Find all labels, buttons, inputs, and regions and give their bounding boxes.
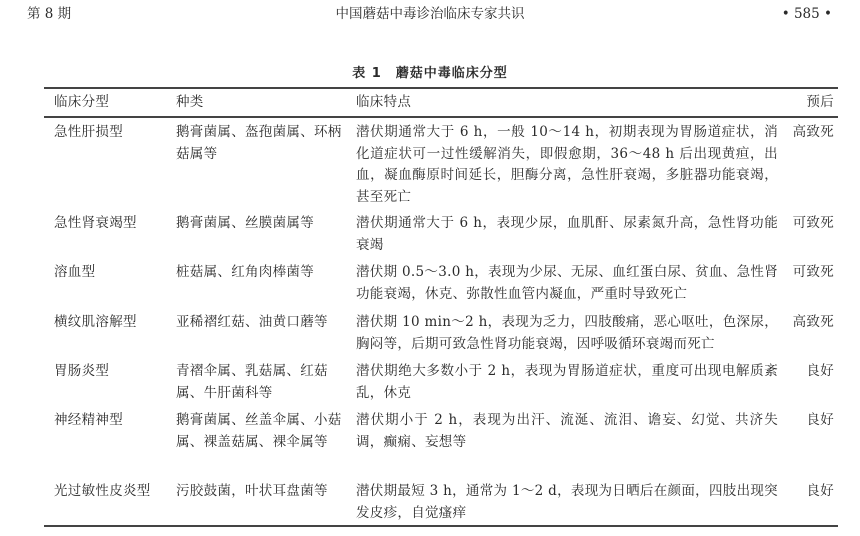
table-title: 蘑菇中毒临床分型	[395, 66, 508, 81]
table-top-rule	[44, 87, 838, 89]
cell-species: 桩菇属、红角肉棒菌等	[176, 264, 314, 280]
cell-species: 污胶鼓菌，叶状耳盘菌等	[176, 483, 328, 499]
cell-features: 潜伏期通常大于 6 h，表现少尿，血肌酐、尿素氮升高，急性肾功能衰竭	[356, 215, 778, 253]
cell-features: 潜伏期绝大多数小于 2 h，表现为胃肠道症状，重度可出现电解质紊乱，休克	[356, 363, 778, 401]
cell-type: 胃肠炎型	[54, 363, 110, 379]
cell-prognosis: 良好	[806, 483, 834, 499]
cell-species: 鹅膏菌属、丝膜菌属等	[176, 215, 314, 231]
column-header-species: 种类	[176, 94, 204, 110]
table-bottom-rule	[44, 525, 838, 527]
cell-type: 光过敏性皮炎型	[54, 483, 151, 499]
page-number: • 585 •	[781, 6, 832, 22]
cell-features: 潜伏期最短 3 h，通常为 1～2 d，表现为日晒后在颜面，四肢出现突发皮疹，自觉瘙痒	[356, 483, 778, 521]
cell-prognosis: 良好	[806, 412, 834, 428]
cell-features: 潜伏期 10 min～2 h，表现为乏力，四肢酸痛，恶心呕吐，色深尿，胸闷等，后期可致急性肾功能衰竭，因呼吸循环衰竭而死亡	[356, 314, 778, 352]
cell-type: 溶血型	[54, 264, 96, 280]
table-number: 表 1	[352, 66, 382, 81]
column-header-features: 临床特点	[356, 94, 412, 110]
cell-type: 急性肾衰竭型	[54, 215, 137, 231]
cell-prognosis: 高致死	[792, 314, 834, 330]
running-head	[0, 4, 860, 24]
cell-type: 急性肝损型	[54, 124, 123, 140]
issue-number: 第 8 期	[27, 6, 72, 22]
cell-prognosis: 可致死	[792, 215, 834, 231]
cell-type: 神经精神型	[54, 412, 123, 428]
cell-features: 潜伏期通常大于 6 h，一般 10～14 h，初期表现为胃肠道症状，消化道症状可一过性缓解消失，即假愈期，36～48 h 后出现黄疸，出血，凝血酶原时间延长，胆酶分离，急性肝衰竭，多脏器功能衰竭，甚至死亡	[356, 124, 778, 205]
cell-species: 鹅膏菌属、丝盖伞属、小菇属、裸盖菇属、裸伞属等	[176, 412, 342, 450]
table-caption	[0, 62, 860, 81]
table-header-rule	[44, 116, 838, 118]
column-header-prognosis: 预后	[806, 94, 834, 110]
cell-species: 亚稀褶红菇、油黄口蘑等	[176, 314, 328, 330]
cell-features: 潜伏期小于 2 h，表现为出汗、流涎、流泪、谵妄、幻觉、共济失调，癫痫、妄想等	[356, 412, 778, 450]
cell-type: 横纹肌溶解型	[54, 314, 137, 330]
journal-title: 中国蘑菇中毒诊治临床专家共识	[335, 6, 525, 22]
cell-species: 鹅膏菌属、盔孢菌属、环柄菇属等	[176, 124, 342, 162]
cell-features: 潜伏期 0.5～3.0 h，表现为少尿、无尿、血红蛋白尿、贫血、急性肾功能衰竭，休克、弥散性血管内凝血，严重时导致死亡	[356, 264, 778, 302]
column-header-type: 临床分型	[54, 94, 110, 110]
cell-prognosis: 良好	[806, 363, 834, 379]
cell-prognosis: 高致死	[792, 124, 834, 140]
cell-species: 青褶伞属、乳菇属、红菇属、牛肝菌科等	[176, 363, 328, 401]
cell-prognosis: 可致死	[792, 264, 834, 280]
